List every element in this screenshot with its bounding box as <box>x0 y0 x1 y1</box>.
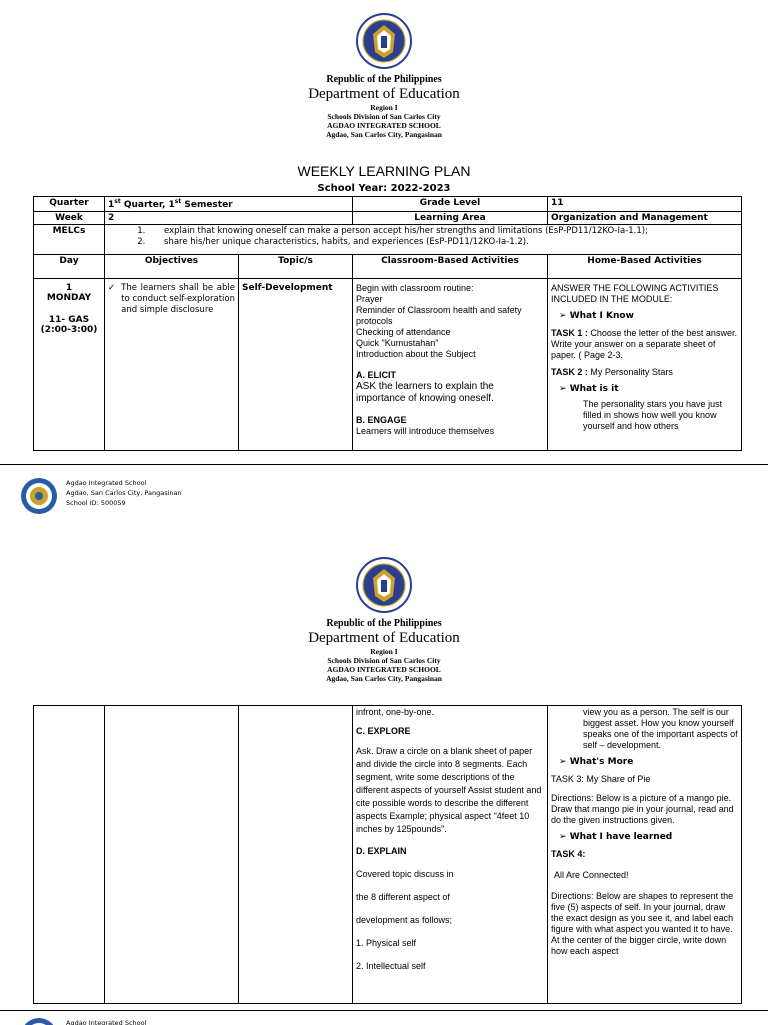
department-label: Department of Education <box>308 86 460 102</box>
objective-text: The learners shall be able to conduct self-exploration and simple disclosure <box>121 283 235 315</box>
quarter-value: 1st Quarter, 1st Semester <box>105 197 353 212</box>
region-label: Region I <box>370 103 398 112</box>
explain-line: development as follows; <box>356 915 453 925</box>
explain-line: Covered topic discuss in <box>356 869 454 879</box>
grade-value: 11 <box>548 197 742 212</box>
melcs-list <box>105 225 742 255</box>
week-label: Week <box>34 212 105 225</box>
routine-line: Introduction about the Subject <box>356 349 476 359</box>
task4: TASK 4: <box>551 849 586 859</box>
classroom-activities-cell <box>353 279 548 451</box>
day-name: MONDAY <box>46 293 92 303</box>
weekly-plan-table-continued <box>33 705 742 1004</box>
arrow-right-icon: ➢ <box>559 384 567 394</box>
directions-2: Directions: Below are shapes to represent the five (5) aspects of self. In your journal, draw the exact design as you see it, and label each figure with what aspect you wanted it to have. At the center of the bigger circle, write down how each aspect <box>551 891 734 956</box>
arrow-right-icon: ➢ <box>559 832 567 842</box>
task3: TASK 3: My Share of Pie <box>551 774 651 784</box>
routine-line: Checking of attendance <box>356 327 451 337</box>
deped-seal-icon <box>355 556 413 614</box>
day-section: 11- GAS <box>48 315 90 325</box>
classroom-cont-text: infront, one-by-one. <box>356 707 435 717</box>
col-header-objectives: Objectives <box>105 255 239 279</box>
school-logo-icon <box>20 477 58 515</box>
explain-heading: D. EXPLAIN <box>356 846 407 856</box>
engage-text: Learners will introduce themselves <box>356 426 495 436</box>
elicit-heading: A. ELICIT <box>356 370 396 380</box>
republic-label: Republic of the Philippines <box>326 618 442 629</box>
elicit-text: ASK the learners to explain the importance of knowing oneself. <box>356 381 494 404</box>
footer-school-id: School ID: 500059 <box>66 499 126 507</box>
footer-school: Agdao Integrated School <box>66 1019 147 1025</box>
explain-line: the 8 different aspect of <box>356 892 450 902</box>
footer-text <box>66 478 182 508</box>
routine-line: Quick "Kumustahan" <box>356 338 439 348</box>
division-label: Schools Division of San Carlos City <box>327 656 441 665</box>
col-header-home: Home-Based Activities <box>548 255 742 279</box>
area-value: Organization and Management <box>548 212 742 225</box>
routine-line: Begin with classroom routine: <box>356 283 474 293</box>
week-row <box>34 212 742 225</box>
topic-cell: Self-Development <box>239 279 353 451</box>
deped-seal-icon <box>355 12 413 70</box>
page2-header <box>0 556 768 683</box>
footer-school: Agdao Integrated School <box>66 479 147 487</box>
plan-title: WEEKLY LEARNING PLAN <box>297 163 471 179</box>
column-header-row <box>34 255 742 279</box>
engage-heading: B. ENGAGE <box>356 415 407 425</box>
week-value: 2 <box>105 212 353 225</box>
school-label: AGDAO INTEGRATED SCHOOL <box>327 665 441 674</box>
routine-line: Reminder of Classroom health and safety protocols <box>356 305 522 326</box>
melcs-label: MELCs <box>34 225 105 255</box>
republic-label: Republic of the Philippines <box>326 74 442 85</box>
weekly-plan-table <box>33 196 742 451</box>
classroom-activities-cell <box>353 706 548 1004</box>
address-label: Agdao, San Carlos City, Pangasinan <box>326 674 442 683</box>
melc-item: 1. explain that knowing oneself can make a person accept his/her strengths and limitations (EsP-PD11/12KO-Ia-1.1); <box>148 226 738 237</box>
task1: TASK 1 : Choose the letter of the best answer. Write your answer on a separate sheet of paper. ( Page 2-3. <box>551 328 737 360</box>
col-header-topics: Topic/s <box>239 255 353 279</box>
arrow-right-icon: ➢ <box>559 311 567 321</box>
day-cell <box>34 706 105 1004</box>
melcs-row <box>34 225 742 255</box>
what-is-it-heading: ➢ What is it <box>559 384 619 394</box>
what-i-know-heading: ➢ What I Know <box>559 311 634 321</box>
page2-footer <box>0 1010 768 1025</box>
school-year: School Year: 2022-2023 <box>317 183 451 194</box>
arrow-right-icon: ➢ <box>559 757 567 767</box>
melc-item: 2. share his/her unique characteristics, habits, and experiences (EsP-PD11/12KO-Ia-1.2). <box>148 237 738 248</box>
routine-line: Prayer <box>356 294 383 304</box>
division-label: Schools Division of San Carlos City <box>327 112 441 121</box>
area-label: Learning Area <box>353 212 548 225</box>
task2: TASK 2 : My Personality Stars <box>551 367 673 377</box>
quarter-label: Quarter <box>34 197 105 212</box>
footer-address: Agdao, San Carlos City, Pangasinan <box>66 489 182 497</box>
school-label: AGDAO INTEGRATED SCHOOL <box>327 121 441 130</box>
explore-heading: C. EXPLORE <box>356 726 411 736</box>
col-header-day: Day <box>34 255 105 279</box>
objective-cell <box>105 279 239 451</box>
home-activities-cell <box>548 279 742 451</box>
what-is-it-text: The personality stars you have just filled in shows how well you know yourself and how others <box>583 399 723 431</box>
col-header-classroom: Classroom-Based Activities <box>353 255 548 279</box>
day-cell <box>34 279 105 451</box>
home-intro: ANSWER THE FOLLOWING ACTIVITIES INCLUDED IN THE MODULE: <box>551 283 719 304</box>
monday-row-continued <box>34 706 742 1004</box>
quarter-row <box>34 197 742 212</box>
topic-cell <box>239 706 353 1004</box>
page1-footer <box>0 464 768 527</box>
home-activities-cell <box>548 706 742 1004</box>
grade-label: Grade Level <box>353 197 548 212</box>
day-time: (2:00-3:00) <box>40 325 98 335</box>
department-label: Department of Education <box>308 630 460 646</box>
objective-cell <box>105 706 239 1004</box>
day-number: 1 <box>65 283 73 293</box>
whats-more-heading: ➢ What's More <box>559 757 634 767</box>
checkmark-icon: ✓ <box>108 283 116 293</box>
explain-item: 2. Intellectual self <box>356 961 426 971</box>
monday-row <box>34 279 742 451</box>
what-i-have-learned-heading: ➢ What I have learned <box>559 832 673 842</box>
address-label: Agdao, San Carlos City, Pangasinan <box>326 130 442 139</box>
explain-item: 1. Physical self <box>356 938 417 948</box>
home-cont-text: view you as a person. The self is our biggest asset. How you know yourself speaks one of the important aspects of self – development. <box>583 707 738 750</box>
region-label: Region I <box>370 647 398 656</box>
connected-title: All Are Connected! <box>554 870 629 880</box>
page1-header <box>0 12 768 139</box>
directions-1: Directions: Below is a picture of a mango pie. Draw that mango pie in your journal, read and do the given instructions given. <box>551 793 734 825</box>
explore-text: Ask. Draw a circle on a blank sheet of paper and divide the circle into 8 segments. Each segment, write some descriptions of the different aspects of yourself Assist student and cite possible words to describe the different aspects Example; physical aspect "4feet 10 inches by 125pounds". <box>356 746 542 834</box>
